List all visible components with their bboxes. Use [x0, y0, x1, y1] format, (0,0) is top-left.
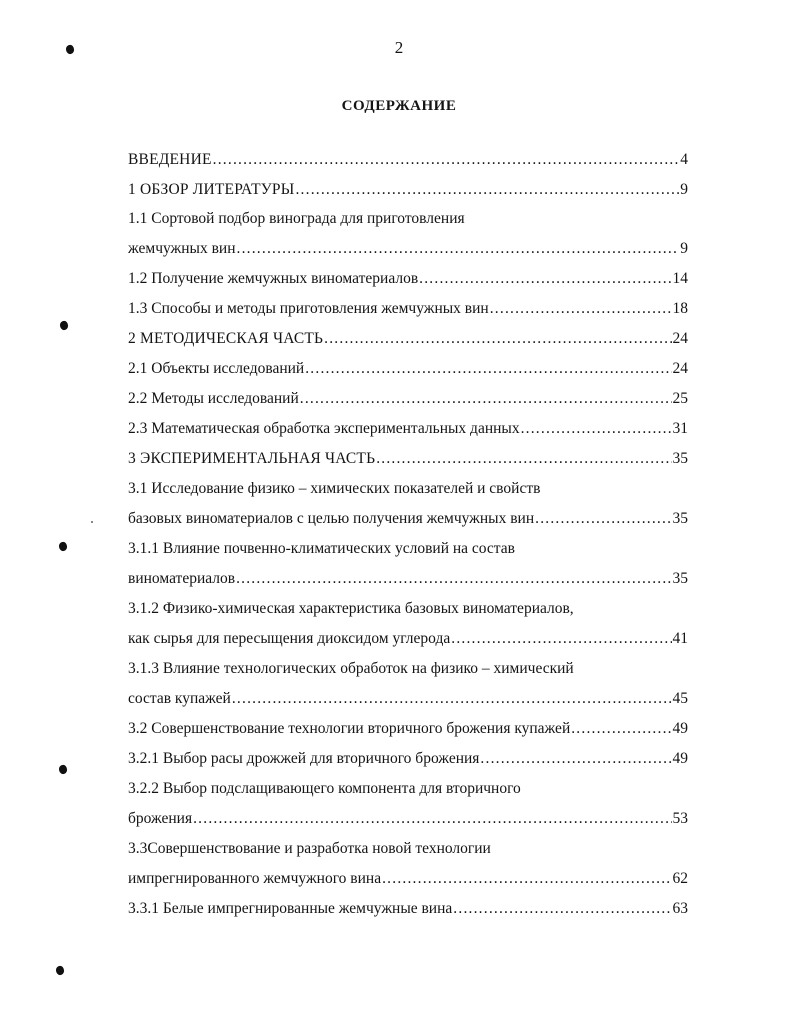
- toc-entry-page: 49: [672, 750, 688, 767]
- toc-leader: [571, 720, 671, 738]
- toc-entry-page: 24: [672, 330, 688, 347]
- toc-entry-text: 1.3 Способы и методы приготовления жемчужных вин: [128, 300, 489, 317]
- toc-entry-page: 35: [672, 510, 688, 527]
- toc-leader: [300, 390, 672, 408]
- toc-entry: [128, 330, 688, 352]
- toc-entry: [128, 420, 688, 442]
- toc-entry-text: 1.2 Получение жемчужных виноматериалов: [128, 270, 419, 287]
- toc-leader: [453, 900, 671, 918]
- toc-entry-page: 31: [672, 420, 688, 437]
- toc-entry: [128, 660, 688, 682]
- toc-entry-page: 62: [672, 870, 688, 887]
- toc-entry-page: 9: [680, 240, 688, 257]
- toc-entry-text: 3 ЭКСПЕРИМЕНТАЛЬНАЯ ЧАСТЬ: [128, 450, 376, 467]
- toc-entry-page: 45: [672, 690, 688, 707]
- toc-entry-page: 49: [672, 720, 688, 737]
- page-number: 2: [394, 38, 404, 57]
- toc-entry: [128, 240, 688, 262]
- toc-leader: [232, 690, 672, 708]
- toc-entry-text: брожения: [128, 810, 193, 827]
- toc-entry: [128, 540, 688, 562]
- toc-entry-text: импрегнированного жемчужного вина: [128, 870, 382, 887]
- toc-entry: [128, 360, 688, 382]
- toc-entry-text: как сырья для пересыщения диоксидом углерода: [128, 630, 451, 647]
- toc-entry: [128, 210, 688, 232]
- toc-entry-text: 2.2 Методы исследований: [128, 390, 299, 407]
- toc-entry-page: 25: [672, 390, 688, 407]
- toc-entry-text: 3.2.1 Выбор расы дрожжей для вторичного брожения: [128, 750, 480, 767]
- toc-entry: [128, 870, 688, 892]
- toc-entry: [128, 750, 688, 772]
- toc-entry: [128, 181, 688, 203]
- toc-entry-text: 3.1 Исследование физико – химических показателей и свойств: [128, 480, 541, 497]
- toc-entry: [128, 480, 688, 502]
- toc-entry-text: виноматериалов: [128, 570, 236, 587]
- toc-entry: [128, 600, 688, 622]
- toc-entry-page: 53: [672, 810, 688, 827]
- toc-entry-page: 24: [672, 360, 688, 377]
- toc-leader: [480, 750, 671, 768]
- toc-leader: [295, 181, 679, 199]
- toc-leader: [535, 510, 671, 528]
- toc-entry: [128, 270, 688, 292]
- toc-entry: [128, 780, 688, 802]
- toc-leader: [521, 420, 672, 438]
- toc-entry-text: 3.1.3 Влияние технологических обработок на физико – химический: [128, 660, 574, 677]
- toc-leader: [451, 630, 671, 648]
- toc-title: СОДЕРЖАНИЕ: [341, 98, 457, 114]
- toc-entry: [128, 390, 688, 412]
- toc-entry-text: базовых виноматериалов с целью получения жемчужных вин: [128, 510, 535, 527]
- toc-entry-text: 2.3 Математическая обработка экспериментальных данных: [128, 420, 520, 437]
- toc-entry-page: 18: [672, 300, 688, 317]
- toc-entry: [128, 570, 688, 592]
- toc-leader: [376, 450, 671, 468]
- toc-entry-text: 2.1 Объекты исследований: [128, 360, 305, 377]
- toc-entry-text: 3.1.1 Влияние почвенно-климатических условий на состав: [128, 540, 515, 557]
- toc-entry: [128, 900, 688, 922]
- toc-entry-text: 3.2 Совершенствование технологии вторичного брожения купажей: [128, 720, 571, 737]
- toc-leader: [305, 360, 671, 378]
- toc-entry: [128, 151, 688, 173]
- toc-entry: [128, 300, 688, 322]
- toc-entry: [128, 450, 688, 472]
- toc-entry-text: 3.1.2 Физико-химическая характеристика базовых виноматериалов,: [128, 600, 574, 617]
- toc-entry: [128, 810, 688, 832]
- scan-speck: [91, 521, 93, 523]
- toc-entry-page: 63: [672, 900, 688, 917]
- toc-entry: [128, 510, 688, 532]
- toc-entry-text: ВВЕДЕНИЕ: [128, 151, 212, 168]
- toc-leader: [193, 810, 671, 828]
- toc-entry-page: 35: [672, 570, 688, 587]
- toc-entry-text: 3.3.1 Белые импрегнированные жемчужные вина: [128, 900, 453, 917]
- toc-entry-text: 2 МЕТОДИЧЕСКАЯ ЧАСТЬ: [128, 330, 324, 347]
- toc-entry-text: 1 ОБЗОР ЛИТЕРАТУРЫ: [128, 181, 295, 198]
- toc-entry-text: состав купажей: [128, 690, 231, 707]
- toc-entry: [128, 720, 688, 742]
- toc-entry-text: жемчужных вин: [128, 240, 236, 257]
- toc-entry: [128, 840, 688, 862]
- toc-entry: [128, 630, 688, 652]
- toc-leader: [237, 240, 680, 258]
- toc-leader: [324, 330, 671, 348]
- toc-entry-page: 41: [672, 630, 688, 647]
- toc-entry-text: 1.1 Сортовой подбор винограда для приготовления: [128, 210, 465, 227]
- toc-leader: [213, 151, 680, 169]
- toc-entry-page: 4: [680, 151, 688, 168]
- toc-entry-page: 14: [672, 270, 688, 287]
- toc-entry-text: 3.2.2 Выбор подслащивающего компонента для вторичного: [128, 780, 521, 797]
- toc-entry-page: 35: [672, 450, 688, 467]
- toc-entry: [128, 690, 688, 712]
- toc-leader: [236, 570, 671, 588]
- toc-leader: [490, 300, 672, 318]
- toc-leader: [382, 870, 671, 888]
- toc-entry-text: 3.3Совершенствование и разработка новой технологии: [128, 840, 491, 857]
- toc-leader: [419, 270, 671, 288]
- toc-entry-page: 9: [680, 181, 688, 198]
